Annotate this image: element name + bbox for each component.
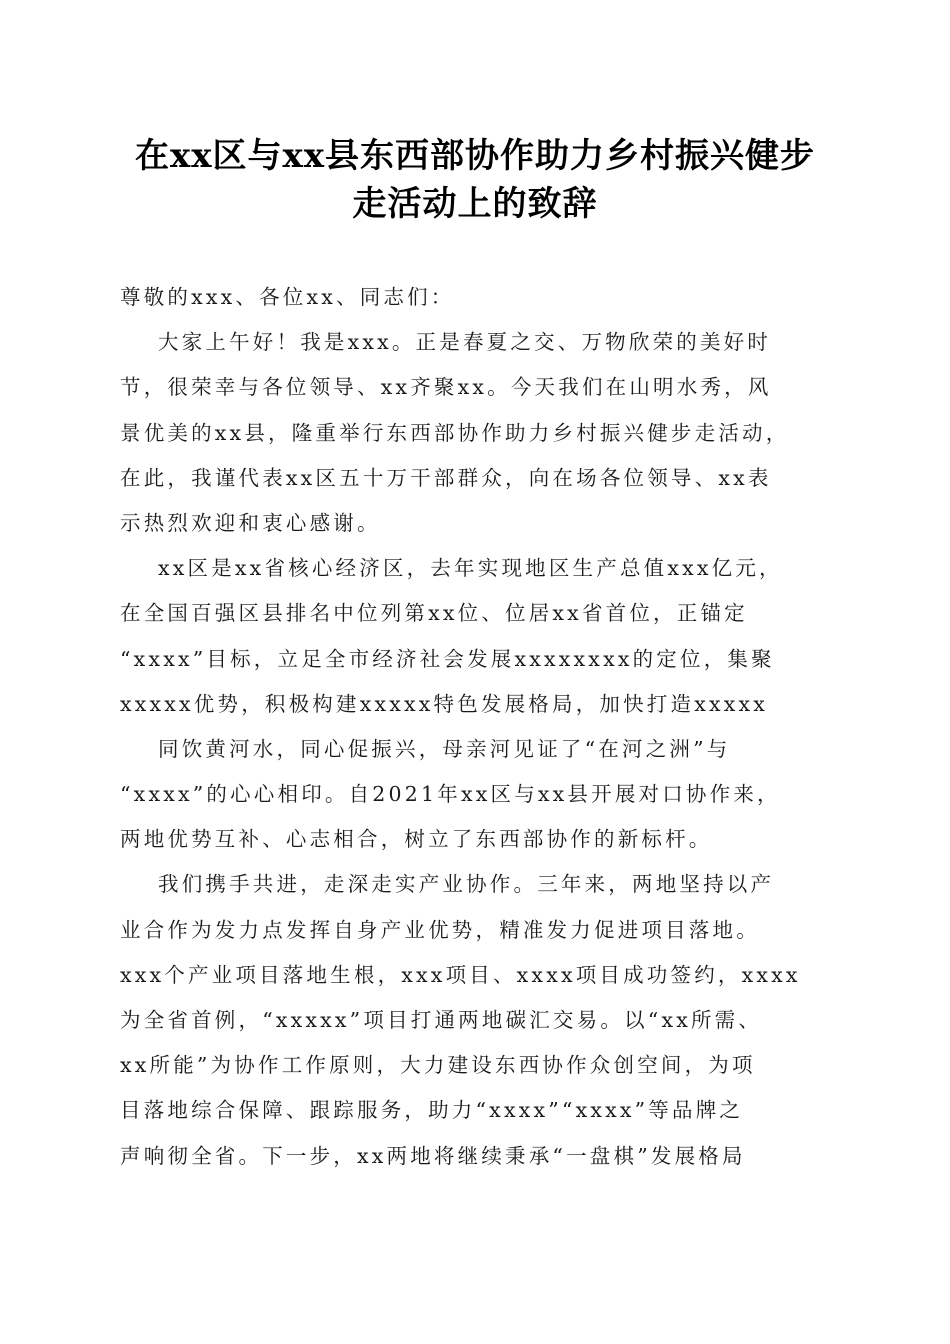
text-line: 同饮黄河水，同心促振兴，母亲河见证了“在河之洲”与 [158, 736, 731, 761]
text-line: xxx个产业项目落地生根，xxx项目、xxxx项目成功签约，xxxx [120, 962, 801, 987]
text-line: 示热烈欢迎和衷心感谢。 [120, 510, 381, 535]
text-line: 为全省首例，“xxxxx”项目打通两地碳汇交易。以“xx所需、 [120, 1008, 763, 1032]
text-line: 景优美的xx县，隆重举行东西部协作助力乡村振兴健步走活动， [120, 420, 790, 445]
text-line: 声响彻全省。下一步，xx两地将继续秉承“一盘棋”发展格局 [120, 1143, 746, 1168]
text-line: 在全国百强区县排名中位列第xx位、位居xx省首位，正锚定 [120, 601, 748, 626]
text-line: 两地优势互补、心志相合，树立了东西部协作的新标杆。 [120, 827, 713, 852]
text-line: 目落地综合保障、跟踪服务，助力“xxxx”“xxxx”等品牌之 [120, 1098, 744, 1123]
document-body [120, 275, 832, 1179]
text-line: xx区是xx省核心经济区，去年实现地区生产总值xxx亿元， [158, 556, 783, 581]
text-line: 大家上午好！我是xxx。正是春夏之交、万物欣荣的美好时 [158, 330, 772, 355]
document-title [100, 132, 850, 228]
text-line: “xxxx”目标，立足全市经济社会发展xxxxxxxx的定位，集聚 [120, 646, 775, 671]
salutation-line: 尊敬的xxx、各位xx、同志们： [120, 285, 455, 309]
text-line: 我们携手共进，走深走实产业协作。三年来，两地坚持以产 [158, 872, 775, 897]
text-line: xx所能”为协作工作原则，大力建设东西协作众创空间，为项 [120, 1053, 756, 1078]
title-line-2: 走活动上的致辞 [352, 184, 598, 224]
title-line-1: 在xx区与xx县东西部协作助力乡村振兴健步 [134, 136, 816, 176]
text-line: “xxxx”的心心相印。自2021年xx区与xx县开展对口协作来， [120, 782, 781, 807]
text-line: 在此，我谨代表xx区五十万干部群众，向在场各位领导、xx表 [120, 465, 772, 490]
text-line: 节，很荣幸与各位领导、xx齐聚xx。今天我们在山明水秀，风 [120, 375, 772, 400]
text-line: xxxxx优势，积极构建xxxxx特色发展格局，加快打造xxxxx [120, 691, 769, 716]
text-line: 业合作为发力点发挥自身产业优势，精准发力促进项目落地。 [120, 917, 760, 942]
